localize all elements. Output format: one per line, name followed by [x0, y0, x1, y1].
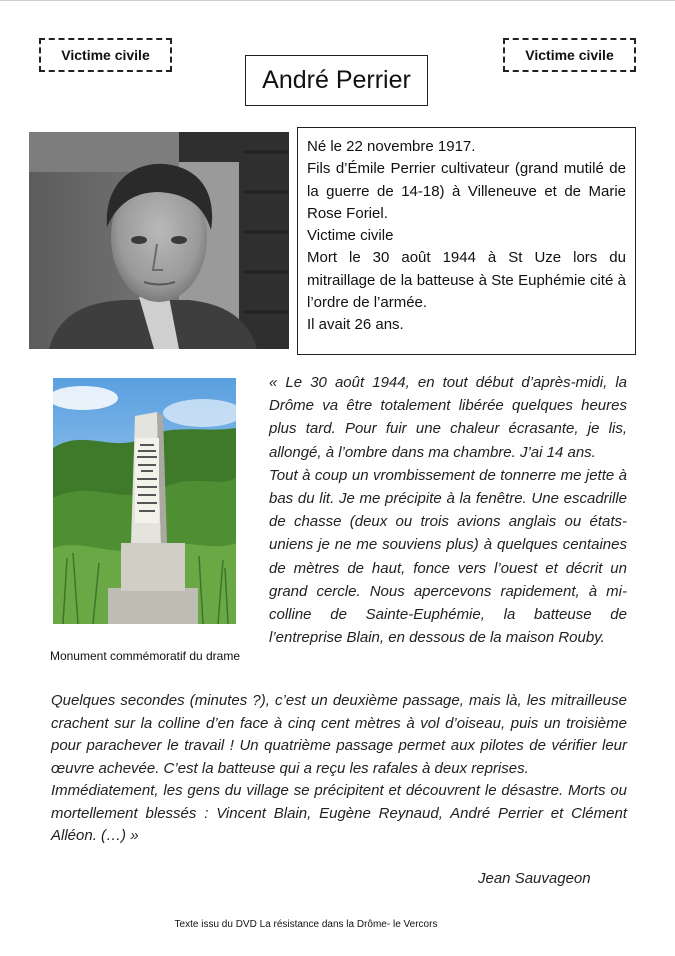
top-border-line: [0, 0, 675, 1]
bio-parents: Fils d’Émile Perrier cultivateur (grand mutilé de la guerre de 14-18) à Villeneuve et de Marie Rose Foriel.: [307, 160, 626, 222]
bio-death: Mort le 30 août 1944 à St Uze lors du mitraillage de la batteuse à Ste Euphémie cité à l’ordre de l’armée.: [307, 249, 626, 312]
bio-age: Il avait 26 ans.: [307, 316, 404, 334]
victim-badge-right: Victime civile: [503, 38, 636, 72]
biography-box: [297, 127, 636, 355]
bio-birth: Né le 22 novembre 1917.: [307, 138, 476, 155]
testimony-paragraph: « Le 30 août 1944, en tout début d’après-midi, la Drôme va être totalement libérée quelques heures plus tard. Pour fuir une chaleur écrasante, je lis, allongé, à l’ombre dans ma chambre. J’ai 14 ans.: [269, 374, 627, 461]
testimony-part-2: [51, 690, 627, 848]
source-note: Texte issu du DVD La résistance dans la Drôme- le Vercors: [174, 919, 438, 930]
testimony-paragraph: Quelques secondes (minutes ?), c’est un deuxième passage, mais là, les mitrailleuse crachent sur la colline d’en face à cinq cent mètres à vol d’oiseau, puis un troisième pour parachever le travail ! Un quatrième passage permet aux pilotes de vérifier leur œuvre achevée. C’est la batteuse qui a reçu les rafales à deux reprises.: [51, 692, 627, 777]
monument-photo: [53, 378, 236, 624]
testimony-paragraph: Tout à coup un vrombissement de tonnerre me jette à bas du lit. Je me précipite à la fenêtre. Une escadrille de chasse (deux ou trois avions anglais ou états-uniens je ne me souviens plus) à quelques centaines de mètres de haut, fonce vers l’ouest et décrit un grand cercle. Nous apercevons rapidement, à mi-colline de Sainte-Euphémie, la batteuse de l’entreprise Blain, en dessous de la maison Rouby.: [269, 466, 627, 647]
testimony-part-1: [269, 371, 627, 649]
bio-status: Victime civile: [307, 227, 394, 245]
quote-author: Jean Sauvageon: [478, 870, 591, 887]
victim-badge-left: Victime civile: [39, 38, 172, 72]
page-title: André Perrier: [245, 55, 428, 106]
testimony-paragraph: Immédiatement, les gens du village se précipitent et découvrent le désastre. Morts ou mortellement blessés : Vincent Blain, Eugène Reynaud, André Perrier et Clément Alléon. (…) »: [51, 782, 627, 844]
portrait-photo: [29, 132, 289, 349]
photo-caption: Monument commémoratif du drame: [49, 649, 241, 663]
